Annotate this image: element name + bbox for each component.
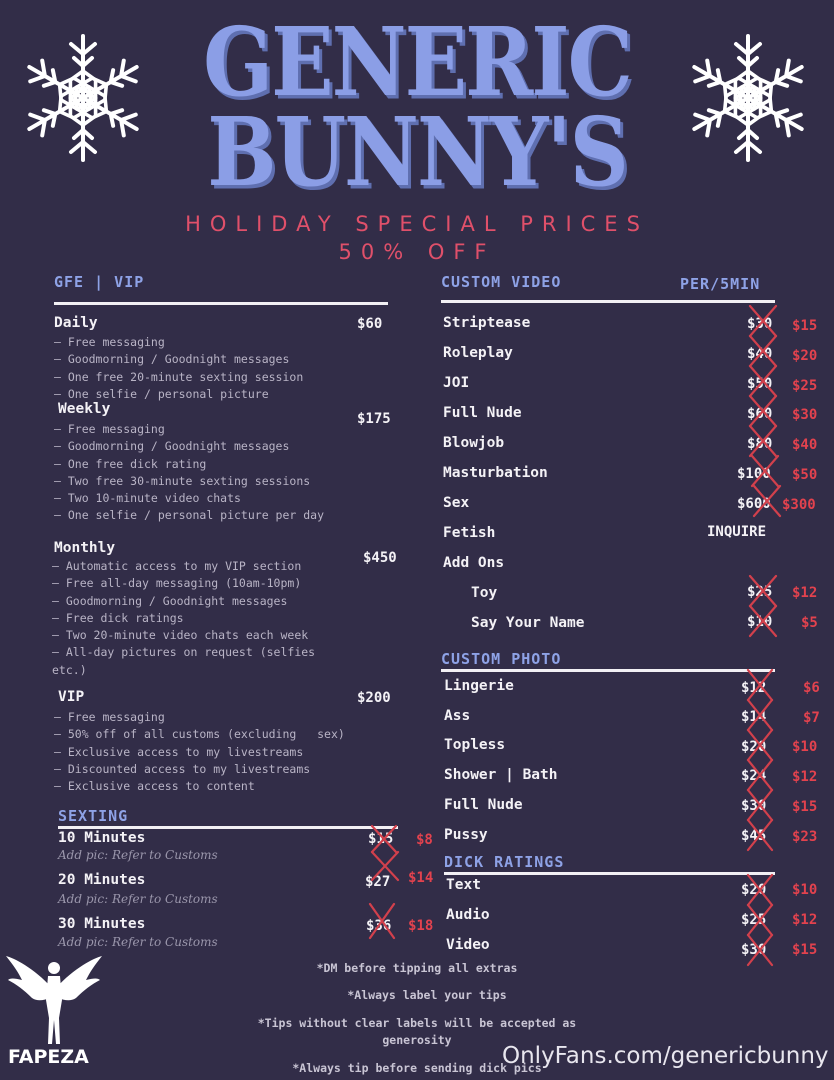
angel-silhouette-icon [4, 948, 104, 1048]
sale-price: $40 [792, 437, 818, 453]
sexting-item-note: Add pic: Refer to Customs [58, 848, 218, 862]
sale-price: $12 [792, 585, 818, 601]
plan-price: $200 [357, 690, 391, 706]
feature: – Free all-day messaging (10am-10pm) [52, 576, 302, 591]
video-item-name: JOI [443, 375, 470, 391]
feature: – Goodmorning / Goodnight messages [54, 439, 290, 454]
addon-item-name: Toy [471, 585, 498, 601]
feature: – Free messaging [54, 710, 165, 724]
feature: – Free messaging [54, 335, 165, 349]
old-price: $27 [365, 874, 391, 890]
note: generosity [382, 1033, 452, 1047]
photo-item-name: Topless [444, 737, 506, 753]
old-price: $30 [741, 942, 767, 958]
sale-price: $15 [792, 799, 818, 815]
old-price: $30 [741, 798, 767, 814]
sale-price: $10 [792, 739, 818, 755]
photo-item-name: Lingerie [444, 678, 514, 694]
sexting-item-name: 20 Minutes [58, 872, 146, 888]
inquire-label: INQUIRE [707, 524, 767, 540]
per-unit-label: PER/5MIN [680, 275, 761, 293]
sexting-item-name: 10 Minutes [58, 830, 146, 846]
sexting-item-name: 30 Minutes [58, 916, 146, 932]
rating-item-name: Text [446, 877, 481, 893]
sale-price: $5 [801, 615, 818, 631]
rating-item-name: Audio [446, 907, 490, 923]
feature: – One free 20-minute sexting session [54, 369, 304, 384]
note: *Always label your tips [347, 988, 507, 1002]
plan-name: Weekly [58, 401, 111, 417]
video-item-name: Striptease [443, 315, 531, 331]
sale-price: $18 [408, 918, 434, 934]
sale-price: $23 [792, 829, 818, 845]
title-line-2: BUNNY'S [207, 97, 627, 209]
old-price: $40 [747, 346, 773, 362]
plan-name: Daily [54, 315, 98, 331]
video-item-name: Full Nude [443, 405, 522, 421]
sale-price: $8 [416, 832, 433, 848]
old-price: $100 [737, 466, 771, 482]
feature: – Two 10-minute video chats [54, 491, 241, 506]
old-price: $15 [368, 831, 394, 847]
watermark-left: FAPEZA [8, 1046, 89, 1068]
feature: – Discounted access to my livestreams [54, 761, 311, 776]
note: *Tips without clear labels will be accepted as [257, 1016, 577, 1030]
feature: – One selfie / personal picture [54, 386, 269, 401]
photo-item-name: Pussy [444, 827, 488, 843]
feature: – Free dick ratings [52, 610, 184, 625]
sale-price: $30 [792, 407, 818, 423]
rating-item-name: Video [446, 937, 490, 953]
old-price: $20 [741, 882, 767, 898]
sexting-item-note: Add pic: Refer to Customs [58, 892, 218, 906]
old-price: $600 [737, 496, 771, 512]
addon-item-name: Say Your Name [471, 615, 585, 631]
sale-price: $15 [792, 318, 818, 334]
feature: – Exclusive access to content [54, 779, 255, 794]
feature: – One selfie / personal picture per day [54, 508, 325, 523]
dick-ratings-header: DICK RATINGS [444, 853, 565, 871]
old-price: $60 [747, 406, 773, 422]
photo-item-name: Ass [444, 708, 471, 724]
feature: – Goodmorning / Goodnight messages [52, 593, 288, 608]
feature: – Free messaging [54, 422, 165, 436]
old-price: $30 [747, 316, 773, 332]
addons-label: Add Ons [443, 555, 505, 571]
old-price: $12 [741, 680, 767, 696]
sale-price: $300 [782, 497, 816, 513]
old-price: $50 [747, 376, 773, 392]
gfe-header: GFE | VIP [54, 273, 145, 291]
note: *DM before tipping all extras [316, 961, 518, 975]
custom-video-header: CUSTOM VIDEO [441, 273, 562, 291]
old-price: $14 [741, 709, 767, 725]
video-item-name: Sex [443, 495, 470, 511]
sexting-header: SEXTING [58, 807, 129, 825]
photo-item-name: Shower | Bath [444, 767, 558, 783]
feature: – Exclusive access to my livestreams [54, 744, 304, 759]
video-item-name: Fetish [443, 525, 496, 541]
note: *Always tip before sending dick pics [292, 1061, 542, 1075]
sale-price: $15 [792, 942, 818, 958]
old-price: $25 [741, 912, 767, 928]
sale-price: $14 [408, 870, 434, 886]
video-item-name: Masturbation [443, 465, 548, 481]
title-line-1: GENERIC [203, 7, 631, 119]
old-price: $10 [747, 614, 773, 630]
old-price: $20 [741, 739, 767, 755]
plan-price: $60 [357, 316, 383, 332]
feature: – Two free 30-minute sexting sessions [54, 473, 311, 488]
video-item-name: Blowjob [443, 435, 505, 451]
custom-photo-header: CUSTOM PHOTO [441, 650, 562, 668]
video-item-name: Roleplay [443, 345, 513, 361]
old-price: $45 [741, 828, 767, 844]
feature: – 50% off of all customs (excluding sex) [54, 727, 345, 742]
old-price: $25 [747, 584, 773, 600]
old-price: $24 [741, 768, 767, 784]
plan-price: $175 [357, 411, 391, 427]
sale-price: $7 [803, 710, 820, 726]
plan-name: VIP [58, 689, 85, 705]
feature: – All-day pictures on request (selfies [52, 645, 316, 660]
sale-price: $50 [792, 467, 818, 483]
feature: – Two 20-minute video chats each week [52, 628, 309, 643]
sale-price: $20 [792, 348, 818, 364]
sale-price: $12 [792, 912, 818, 928]
sale-price: $6 [803, 680, 820, 696]
watermark-right: OnlyFans.com/genericbunny [502, 1043, 829, 1069]
sale-price: $10 [792, 882, 818, 898]
discount-label: 50% OFF [338, 240, 496, 264]
old-price: $36 [366, 918, 392, 934]
plan-name: Monthly [54, 540, 116, 556]
feature: – One free dick rating [54, 456, 207, 471]
plan-price: $450 [363, 550, 397, 566]
feature: etc.) [52, 662, 87, 677]
sale-price: $25 [792, 378, 818, 394]
sale-price: $12 [792, 769, 818, 785]
old-price: $80 [747, 436, 773, 452]
photo-item-name: Full Nude [444, 797, 523, 813]
sexting-item-note: Add pic: Refer to Customs [58, 935, 218, 949]
feature: – Automatic access to my VIP section [52, 559, 302, 573]
subtitle: HOLIDAY SPECIAL PRICES [185, 212, 649, 236]
feature: – Goodmorning / Goodnight messages [54, 352, 290, 367]
